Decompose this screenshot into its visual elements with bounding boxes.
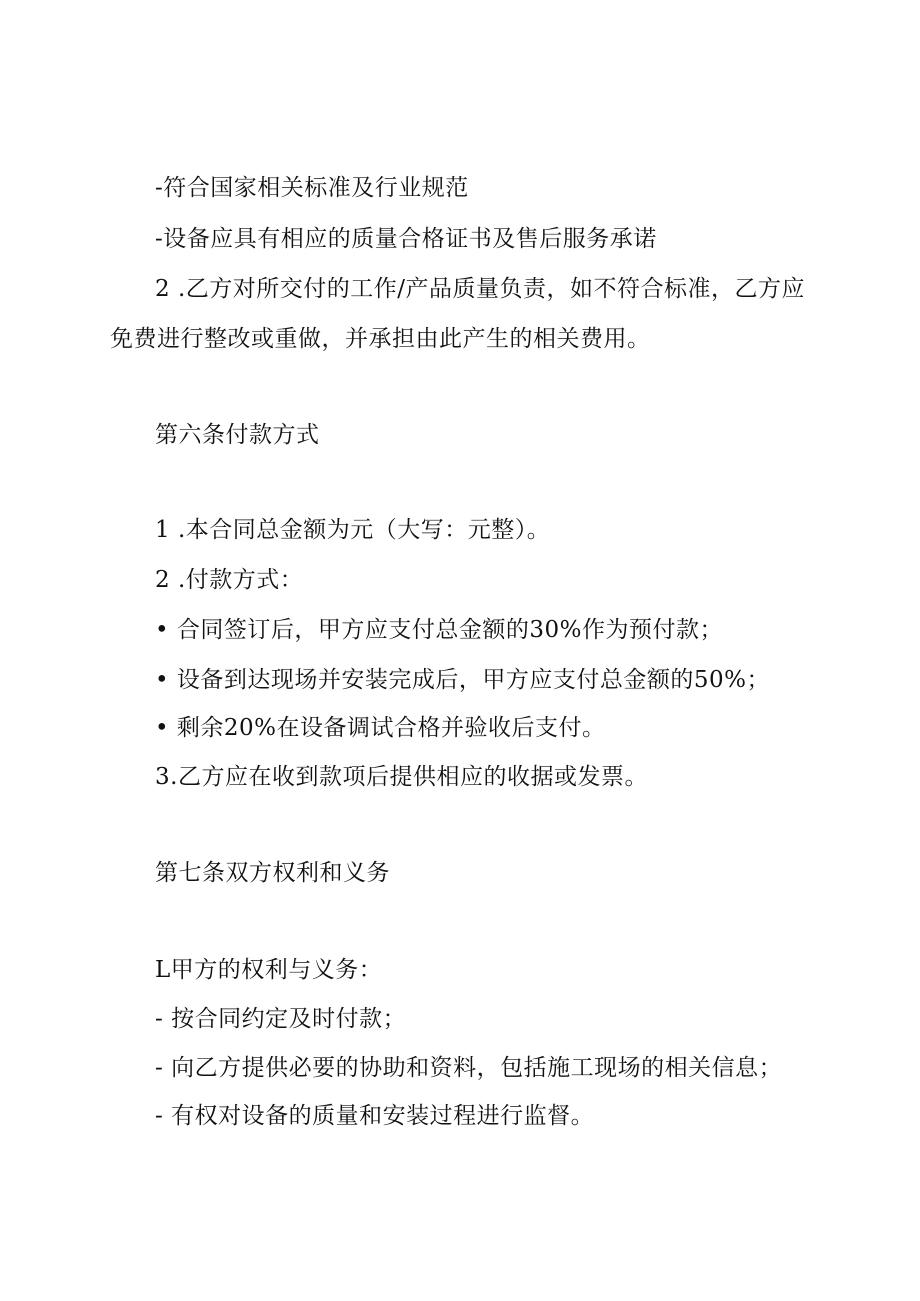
payment-bullet-2: • 设备到达现场并安装完成后，甲方应支付总金额的50%； <box>155 667 770 693</box>
quality-item-standard: -符合国家相关标准及行业规范 <box>155 175 469 201</box>
article-6-heading: 第六条付款方式 <box>155 422 320 448</box>
party-a-title: L甲方的权利与义务： <box>155 957 383 983</box>
party-a-duty-1: - 按合同约定及时付款； <box>155 1006 407 1032</box>
payment-bullet-1: • 合同签订后，甲方应支付总金额的30%作为预付款； <box>155 617 723 643</box>
article-6-item-2: 2 .付款方式： <box>155 567 304 593</box>
party-a-duty-2: - 向乙方提供必要的协助和资料，包括施工现场的相关信息； <box>155 1055 783 1081</box>
payment-bullet-3: • 剩余20%在设备调试合格并验收后支付。 <box>155 715 606 741</box>
party-a-duty-3: - 有权对设备的质量和安装过程进行监督。 <box>155 1103 595 1129</box>
quality-item-certificate: -设备应具有相应的质量合格证书及售后服务承诺 <box>155 226 657 252</box>
clause-2-line-2: 免费进行整改或重做，并承担由此产生的相关费用。 <box>110 326 651 352</box>
article-6-item-3: 3.乙方应在收到款项后提供相应的收据或发票。 <box>155 764 648 790</box>
article-6-item-1: 1 .本合同总金额为元（大写：元整）。 <box>155 517 551 543</box>
clause-2-line-1: 2 .乙方对所交付的工作/产品质量负责，如不符合标准，乙方应 <box>155 276 806 302</box>
article-7-heading: 第七条双方权利和义务 <box>155 860 390 886</box>
